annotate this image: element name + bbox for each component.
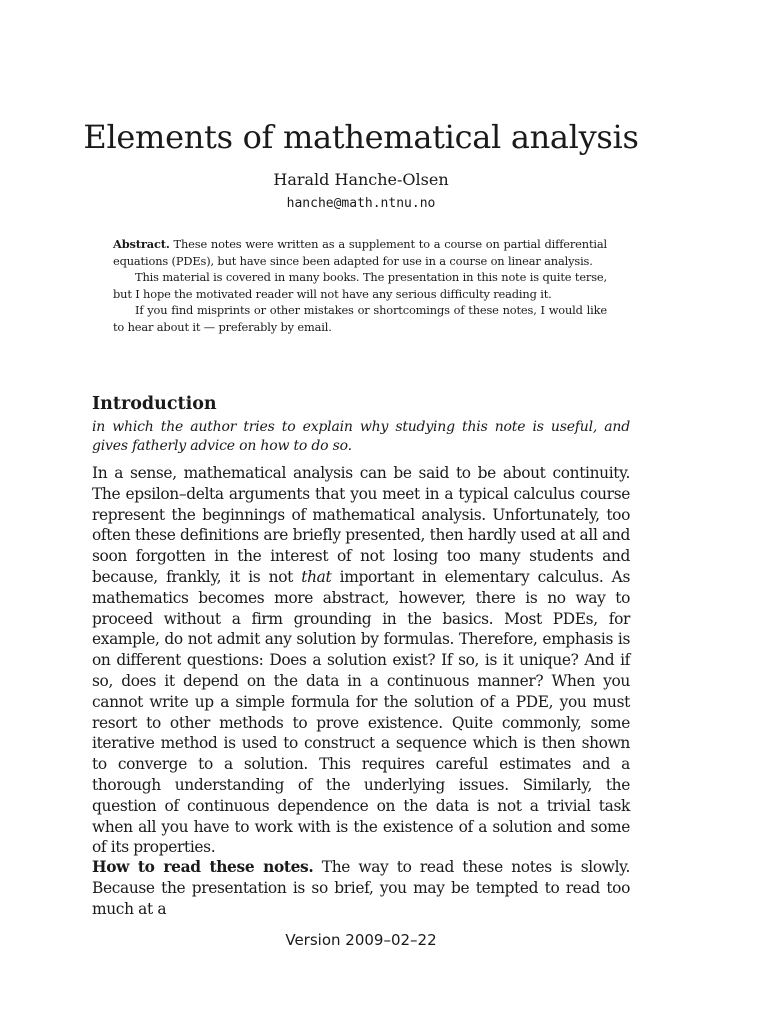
version-footer: Version 2009–02–22 — [285, 931, 437, 949]
paragraph-2-label: How to read these notes. — [92, 858, 314, 876]
paragraph-1-emphasis: that — [301, 567, 332, 586]
abstract-text-1: These notes were written as a supplement to a course on partial differential equations (PDEs), but have since been adapted for use in a course on linear analysis. — [113, 237, 607, 268]
paper-title: Elements of mathematical analysis — [83, 118, 639, 156]
abstract-paragraph-3: If you find misprints or other mistakes or shortcomings of these notes, I would like to hear about it — preferably by email. — [113, 303, 607, 334]
abstract-paragraph-1 — [113, 236, 607, 269]
section-subtitle: in which the author tries to explain why studying this note is useful, and gives fatherly advice on how to do so. — [92, 419, 630, 454]
abstract-label: Abstract. — [113, 237, 170, 251]
body-paragraph-1 — [92, 463, 630, 858]
paragraph-1-text-a: In a sense, mathematical analysis can be said to be about continuity. The epsilon–delta arguments that you meet in a typical calculus course represent the beginnings of mathematical analysis. Unfortunately, too often these definitions are briefly presented, then hardly used at all and soon forgotten in the interest of not losing too many students and because, frankly, it is not — [92, 464, 630, 586]
abstract-paragraph-2: This material is covered in many books. The presentation in this note is quite terse, but I hope the motivated reader will not have any serious difficulty reading it. — [113, 270, 607, 301]
body-paragraph-2 — [92, 857, 630, 919]
author-email: hanche@math.ntnu.no — [286, 196, 436, 211]
abstract-block — [113, 236, 607, 336]
paragraph-1-text-b: important in elementary calculus. As mathematics becomes more abstract, however, there is no way to proceed without a firm grounding in the basics. Most PDEs, for example, do not admit any solution by formulas. Therefore, emphasis is on different questions: Does a solution exist? If so, is it unique? And if so, does it depend on the data in a continuous manner? When you cannot write up a simple formula for the solution of a PDE, you must resort to other methods to prove existence. Quite commonly, some iterative method is used to construct a sequence which is then shown to converge to a solution. This requires careful estimates and a thorough understanding of the underlying issues. Similarly, the question of continuous dependence on the data is not a trivial task when all you have to work with is the existence of a solution and some of its properties. — [92, 567, 630, 857]
paragraph-2-text: The way to read these notes is slowly. Because the presentation is so brief, you may be tempted to read too much at a — [92, 858, 630, 918]
section-heading-introduction: Introduction — [92, 394, 217, 414]
author-name: Harald Hanche-Olsen — [273, 170, 449, 189]
